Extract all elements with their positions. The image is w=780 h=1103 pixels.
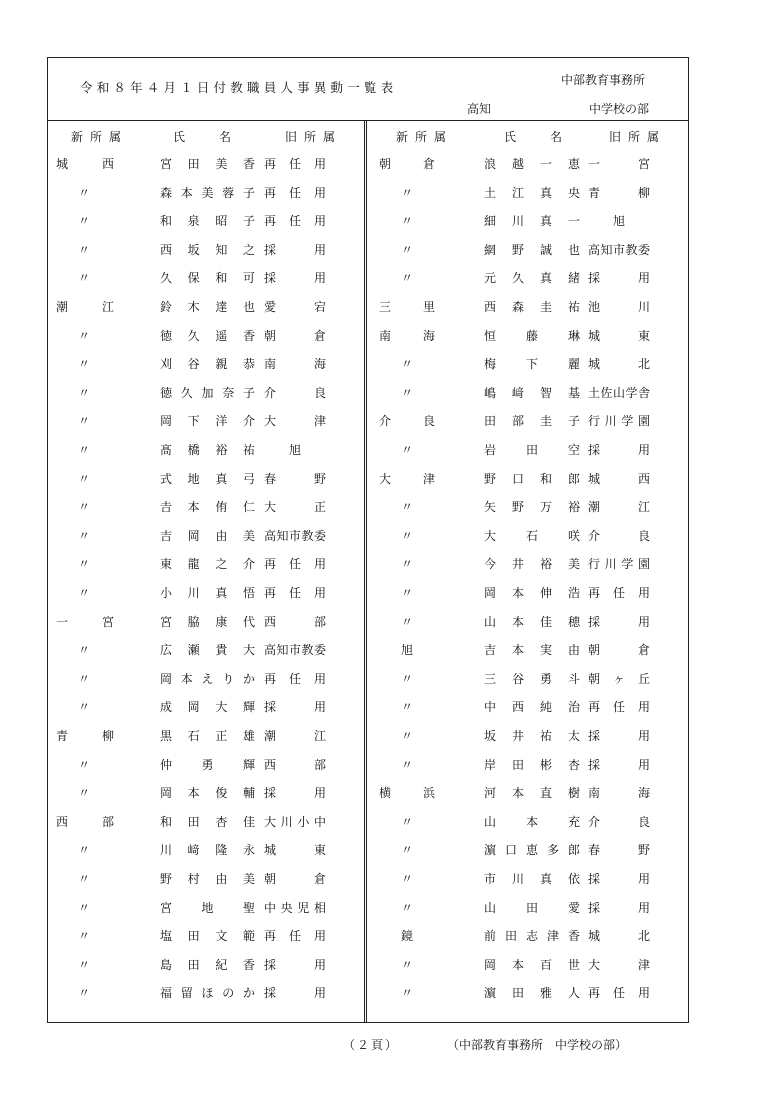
new-post-cell: 〃 [400, 671, 413, 686]
old-post-cell: 朝 倉 [588, 643, 650, 658]
new-post-cell: 〃 [77, 643, 90, 658]
name-cell: 川 﨑 隆 永 [160, 843, 255, 858]
old-post-cell: 採 用 [588, 872, 650, 886]
old-post-cell: 春 野 [588, 843, 650, 858]
old-post-cell: 朝 倉 [264, 328, 326, 343]
header-rule [47, 120, 689, 121]
new-post-cell: 〃 [400, 900, 413, 915]
new-post-cell: 城 西 [56, 157, 114, 171]
new-post-cell: 〃 [400, 729, 413, 743]
new-post-cell: 大 津 [379, 471, 435, 486]
old-post-cell: 再 任 用 [264, 671, 326, 686]
old-post-cell: 旭 [288, 443, 301, 457]
name-cell: 田 部 圭 子 [484, 414, 580, 429]
old-post-cell: 潮 江 [588, 500, 650, 515]
name-cell: 嶋 﨑 智 基 [484, 385, 580, 400]
column-header-old-post: 旧所属 [609, 130, 667, 144]
old-post-cell: 愛 宕 [264, 300, 326, 314]
old-post-cell: 採 用 [588, 614, 650, 629]
old-post-cell: 再 任 用 [264, 929, 326, 944]
column-header-new-post: 新所属 [71, 130, 129, 144]
name-cell: 濵 口 恵 多 郎 [484, 843, 580, 858]
column-header-old-post: 旧所属 [285, 130, 343, 144]
new-post-cell: 〃 [77, 671, 90, 686]
name-cell: 山 本 佳 穂 [484, 614, 580, 629]
name-cell: 広 瀬 貴 大 [160, 643, 255, 658]
name-cell: 岡 下 洋 介 [160, 414, 255, 429]
new-post-cell: 〃 [400, 500, 413, 515]
new-post-cell: 〃 [400, 357, 413, 372]
new-post-cell: 〃 [77, 872, 90, 886]
new-post-cell: 〃 [77, 471, 90, 486]
old-post-cell: 一 宮 [588, 157, 650, 171]
old-post-cell: 大 正 [264, 500, 326, 515]
name-cell: 岡 本 伸 浩 [484, 586, 580, 600]
name-cell: 宮 脇 康 代 [160, 614, 255, 629]
name-cell: 坂 井 祐 太 [484, 729, 580, 743]
name-cell: 大 石 咲 [484, 528, 580, 543]
new-post-cell: 〃 [77, 328, 90, 343]
old-post-cell: 城 東 [588, 328, 650, 343]
old-post-cell: 採 用 [588, 443, 650, 457]
name-cell: 小 川 真 悟 [160, 586, 255, 600]
name-cell: 刈 谷 親 恭 [160, 357, 255, 372]
new-post-cell: 〃 [77, 586, 90, 600]
name-cell: 網 野 誠 也 [484, 242, 580, 257]
old-post-cell: 再 任 用 [264, 586, 326, 600]
new-post-cell: 〃 [400, 586, 413, 600]
new-post-cell: 〃 [400, 843, 413, 858]
new-post-cell: 〃 [400, 185, 413, 200]
name-cell: 岡 本 え り か [160, 671, 255, 686]
name-cell: 野 口 和 郎 [484, 471, 580, 486]
new-post-cell: 〃 [400, 986, 413, 1001]
new-post-cell: 〃 [400, 957, 413, 972]
old-post-cell: 行 川 学 園 [588, 557, 650, 572]
new-post-cell: 〃 [400, 700, 413, 715]
name-cell: 鈴 木 達 也 [160, 300, 255, 314]
new-post-cell: 〃 [77, 957, 90, 972]
old-post-cell: 採 用 [264, 986, 326, 1001]
name-cell: 岸 田 彬 杏 [484, 757, 580, 772]
new-post-cell: 〃 [77, 757, 90, 772]
old-post-cell: 再 任 用 [588, 586, 650, 600]
old-post-cell: 行 川 学 園 [588, 414, 650, 429]
old-post-cell: 大 津 [264, 414, 326, 429]
column-header-name: 氏名 [504, 130, 597, 144]
name-cell: 西 坂 知 之 [160, 242, 255, 257]
name-cell: 成 岡 大 輝 [160, 700, 255, 715]
name-cell: 梅 下 麗 [484, 357, 580, 372]
new-post-cell: 〃 [400, 242, 413, 257]
old-post-cell: 春 野 [264, 471, 326, 486]
column-header-new-post: 新所属 [396, 130, 454, 144]
new-post-cell: 三 里 [379, 300, 435, 314]
old-post-cell: 採 用 [264, 271, 326, 286]
new-post-cell: 青 柳 [56, 729, 114, 743]
new-post-cell: 南 海 [379, 328, 435, 343]
new-post-cell: 〃 [77, 357, 90, 372]
old-post-cell: 城 北 [588, 929, 650, 944]
old-post-cell: 土 佐 山 学 舎 [588, 385, 650, 400]
old-post-cell: 再 任 用 [264, 157, 326, 171]
new-post-cell: 〃 [400, 814, 413, 829]
name-cell: 和 泉 昭 子 [160, 214, 255, 229]
column-header-name: 氏名 [173, 130, 266, 144]
new-post-cell: 介 良 [379, 414, 435, 429]
old-post-cell: 採 用 [588, 757, 650, 772]
name-cell: 土 江 真 央 [484, 185, 580, 200]
new-post-cell: 〃 [77, 271, 90, 286]
new-post-cell: 〃 [77, 929, 90, 944]
old-post-cell: 採 用 [588, 271, 650, 286]
name-cell: 山 田 愛 [484, 900, 580, 915]
new-post-cell: 〃 [77, 443, 90, 457]
new-post-cell: 〃 [77, 185, 90, 200]
name-cell: 塩 田 文 範 [160, 929, 255, 944]
document-title: 令和８年４月１日付教職員人事異動一覧表 [80, 80, 398, 95]
new-post-cell: 〃 [400, 557, 413, 572]
new-post-cell: 〃 [77, 986, 90, 1001]
name-cell: 吉 岡 由 美 [160, 528, 255, 543]
name-cell: 島 田 紀 香 [160, 957, 255, 972]
new-post-cell: 一 宮 [56, 614, 114, 629]
new-post-cell: 横 浜 [379, 786, 435, 801]
name-cell: 山 本 充 [484, 814, 580, 829]
name-cell: 西 森 圭 祐 [484, 300, 580, 314]
old-post-cell: 採 用 [588, 900, 650, 915]
old-post-cell: 再 任 用 [588, 986, 650, 1001]
new-post-cell: 〃 [400, 614, 413, 629]
old-post-cell: 高 知 市 教 委 [588, 242, 650, 257]
new-post-cell: 〃 [400, 872, 413, 886]
name-cell: 濵 田 雅 人 [484, 986, 580, 1001]
name-cell: 恒 藤 琳 [484, 328, 580, 343]
name-cell: 髙 橋 裕 祐 [160, 443, 255, 457]
name-cell: 徳 久 加 奈 子 [160, 385, 255, 400]
name-cell: 浪 越 一 恵 [484, 157, 580, 171]
old-post-cell: 採 用 [264, 700, 326, 715]
old-post-cell: 採 用 [588, 729, 650, 743]
old-post-cell: 朝 倉 [264, 872, 326, 886]
old-post-cell: 南 海 [588, 786, 650, 801]
old-post-cell: 採 用 [264, 242, 326, 257]
footer-note: （中部教育事務所 中学校の部） [447, 1038, 628, 1052]
name-cell: 仲 勇 輝 [160, 757, 255, 772]
old-post-cell: 高 知 市 教 委 [264, 643, 326, 658]
new-post-cell: 〃 [77, 557, 90, 572]
name-cell: 吉 本 実 由 [484, 643, 580, 658]
page-number: （２頁） [343, 1038, 400, 1052]
office-name: 中部教育事務所 [561, 73, 646, 87]
new-post-cell: 〃 [400, 443, 413, 457]
name-cell: 𠮷 本 侑 仁 [160, 500, 255, 515]
new-post-cell: 〃 [400, 214, 413, 229]
new-post-cell: 〃 [400, 528, 413, 543]
old-post-cell: 採 用 [264, 786, 326, 801]
name-cell: 元 久 真 緒 [484, 271, 580, 286]
new-post-cell: 〃 [77, 700, 90, 715]
name-cell: 三 谷 勇 斗 [484, 671, 580, 686]
name-cell: 式 地 真 弓 [160, 471, 255, 486]
old-post-cell: 高 知 市 教 委 [264, 528, 326, 543]
new-post-cell: 〃 [77, 843, 90, 858]
name-cell: 市 川 真 依 [484, 872, 580, 886]
name-cell: 東 龍 之 介 [160, 557, 255, 572]
name-cell: 河 本 直 樹 [484, 786, 580, 801]
new-post-cell: 〃 [77, 414, 90, 429]
name-cell: 岡 本 俊 輔 [160, 786, 255, 801]
old-post-cell: 朝 ヶ 丘 [588, 671, 650, 686]
old-post-cell: 採 用 [264, 957, 326, 972]
region-name: 高知 [467, 102, 492, 116]
name-cell: 森 本 美 蓉 子 [160, 185, 255, 200]
name-cell: 中 西 純 治 [484, 700, 580, 715]
old-post-cell: 青 柳 [588, 185, 650, 200]
old-post-cell: 城 西 [588, 471, 650, 486]
old-post-cell: 旭 [612, 214, 625, 229]
old-post-cell: 再 任 用 [264, 214, 326, 229]
name-cell: 岩 田 空 [484, 443, 580, 457]
old-post-cell: 介 良 [264, 385, 326, 400]
new-post-cell: 〃 [77, 214, 90, 229]
name-cell: 黒 石 正 雄 [160, 729, 255, 743]
new-post-cell: 〃 [77, 385, 90, 400]
old-post-cell: 再 任 用 [264, 185, 326, 200]
old-post-cell: 池 川 [588, 300, 650, 314]
name-cell: 岡 本 百 世 [484, 957, 580, 972]
new-post-cell: 朝 倉 [379, 157, 435, 171]
name-cell: 宮 田 美 香 [160, 157, 255, 171]
old-post-cell: 西 部 [264, 757, 326, 772]
name-cell: 久 保 和 可 [160, 271, 255, 286]
new-post-cell: 〃 [400, 271, 413, 286]
new-post-cell: 潮 江 [56, 300, 114, 314]
name-cell: 今 井 裕 美 [484, 557, 580, 572]
old-post-cell: 城 北 [588, 357, 650, 372]
new-post-cell: 〃 [77, 900, 90, 915]
old-post-cell: 大 川 小 中 [264, 814, 326, 829]
name-cell: 野 村 由 美 [160, 872, 255, 886]
name-cell: 前 田 志 津 香 [484, 929, 580, 944]
name-cell: 細 川 真 一 [484, 214, 580, 229]
new-post-cell: 〃 [77, 500, 90, 515]
new-post-cell: 西 部 [56, 814, 114, 829]
new-post-cell: 〃 [77, 242, 90, 257]
old-post-cell: 城 東 [264, 843, 326, 858]
new-post-cell: 〃 [400, 757, 413, 772]
division-name: 中学校の部 [589, 102, 650, 116]
new-post-cell: 旭 [400, 643, 413, 658]
old-post-cell: 潮 江 [264, 729, 326, 743]
name-cell: 宮 地 聖 [160, 900, 255, 915]
old-post-cell: 南 海 [264, 357, 326, 372]
new-post-cell: 〃 [77, 528, 90, 543]
name-cell: 矢 野 万 裕 [484, 500, 580, 515]
new-post-cell: 鏡 [400, 929, 413, 944]
old-post-cell: 介 良 [588, 814, 650, 829]
old-post-cell: 大 津 [588, 957, 650, 972]
name-cell: 和 田 杏 佳 [160, 814, 255, 829]
old-post-cell: 再 任 用 [264, 557, 326, 572]
old-post-cell: 再 任 用 [588, 700, 650, 715]
name-cell: 徳 久 遥 香 [160, 328, 255, 343]
old-post-cell: 中 央 児 相 [264, 900, 326, 915]
old-post-cell: 西 部 [264, 614, 326, 629]
new-post-cell: 〃 [400, 385, 413, 400]
old-post-cell: 介 良 [588, 528, 650, 543]
name-cell: 福 留 ほ の か [160, 986, 255, 1001]
new-post-cell: 〃 [77, 786, 90, 801]
column-divider [364, 120, 367, 1023]
